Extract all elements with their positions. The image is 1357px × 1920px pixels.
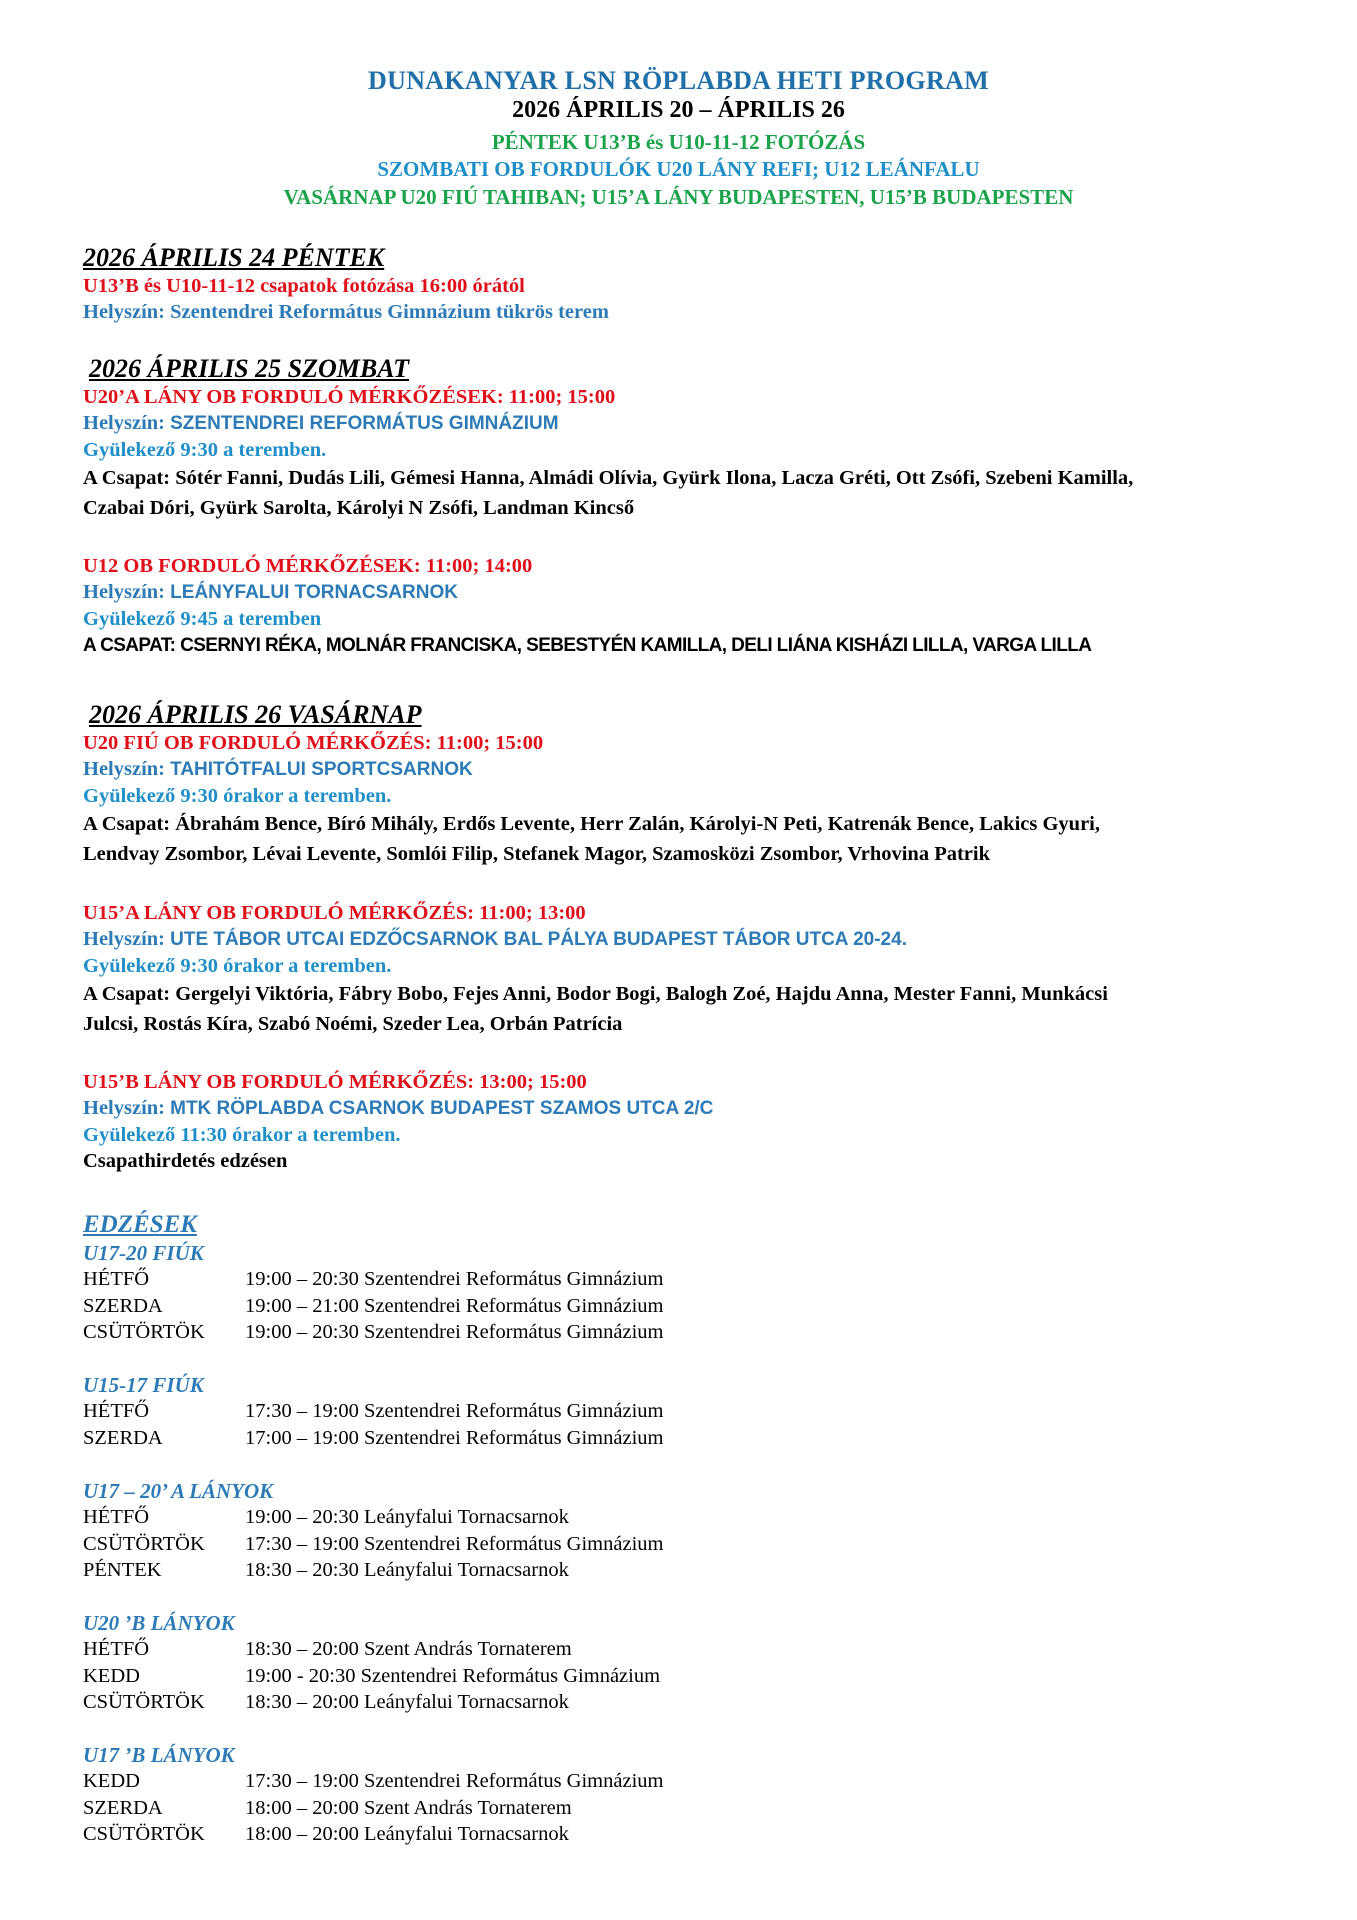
saturday-u20-meet: Gyülekező 9:30 a teremben.	[83, 439, 327, 461]
training-row: CSÜTÖRTÖK 18:30 – 20:00 Leányfalui Tornacsarnok	[83, 1691, 569, 1713]
sunday-u20fiu-block	[83, 730, 1323, 869]
training-row: KEDD 17:30 – 19:00 Szentendrei Református Gimnázium	[83, 1770, 664, 1792]
friday-location: Helyszín: Szentendrei Református Gimnázium tükrös terem	[83, 301, 609, 323]
sunday-u20fiu-team-1: A Csapat: Ábrahám Bence, Bíró Mihály, Erdős Levente, Herr Zalán, Károlyi-N Peti, Katrenák Bence, Lakics Gyuri,	[83, 813, 1100, 835]
sunday-u15a-location: Helyszín: UTE TÁBOR UTCAI EDZŐCSARNOK BAL PÁLYA BUDAPEST TÁBOR UTCA 20-24.	[83, 928, 907, 950]
training-row: CSÜTÖRTÖK 17:30 – 19:00 Szentendrei Református Gimnázium	[83, 1532, 664, 1555]
week-dates: 2026 ÁPRILIS 20 – ÁPRILIS 26	[512, 97, 845, 123]
sunday-u15a-meet: Gyülekező 9:30 órakor a teremben.	[83, 955, 392, 977]
training-row: SZERDA 17:00 – 19:00 Szentendrei Református Gimnázium	[83, 1426, 664, 1449]
training-group	[83, 1240, 1323, 1346]
saturday-u12-team: A CSAPAT: CSERNYI RÉKA, MOLNÁR FRANCISKA, SEBESTYÉN KAMILLA, DELI LIÁNA KISHÁZI LILLA, VARGA LILLA	[83, 635, 1092, 656]
training-group	[83, 1610, 1323, 1716]
sunday-u20fiu-team-2: Lendvay Zsombor, Lévai Levente, Somlói Filip, Stefanek Magor, Szamosközi Zsombor, Vrhovina Patrik	[83, 843, 990, 865]
training-row: CSÜTÖRTÖK 18:00 – 20:00 Leányfalui Tornacsarnok	[83, 1823, 569, 1845]
friday-event: U13’B és U10-11-12 csapatok fotózása 16:00 órától	[83, 275, 525, 297]
header-saturday-line: SZOMBATI OB FORDULÓK U20 LÁNY REFI; U12 LEÁNFALU	[377, 157, 980, 181]
sunday-u20fiu-meet: Gyülekező 9:30 órakor a teremben.	[83, 785, 392, 807]
sunday-heading-wrap	[89, 700, 1329, 730]
training-group-title: U17 ’B LÁNYOK	[83, 1743, 235, 1767]
training-row: HÉTFŐ 19:00 – 20:30 Leányfalui Tornacsarnok	[83, 1506, 569, 1528]
training-group-title: U17 – 20’ A LÁNYOK	[83, 1479, 274, 1503]
saturday-u20-team-1: A Csapat: Sótér Fanni, Dudás Lili, Gémesi Hanna, Almádi Olívia, Gyürk Ilona, Lacza Gréti, Ott Zsófi, Szebeni Kamilla,	[83, 467, 1134, 489]
training-row: CSÜTÖRTÖK 19:00 – 20:30 Szentendrei Református Gimnázium	[83, 1321, 664, 1343]
sunday-u15b-block	[83, 1069, 1323, 1174]
sunday-u20fiu-location: Helyszín: TAHITÓTFALUI SPORTCSARNOK	[83, 758, 473, 780]
training-row: HÉTFŐ 19:00 – 20:30 Szentendrei Református Gimnázium	[83, 1268, 664, 1290]
training-row: HÉTFŐ 18:30 – 20:00 Szent András Tornaterem	[83, 1638, 572, 1660]
training-group-title: U15-17 FIÚK	[83, 1373, 204, 1397]
sunday-u15b-team: Csapathirdetés edzésen	[83, 1150, 288, 1172]
sunday-u15b-location: Helyszín: MTK RÖPLABDA CSARNOK BUDAPEST SZAMOS UTCA 2/C	[83, 1097, 714, 1119]
saturday-u12-meet: Gyülekező 9:45 a teremben	[83, 608, 322, 630]
training-group	[83, 1742, 1323, 1848]
saturday-u20-event: U20’A LÁNY OB FORDULÓ MÉRKŐZÉSEK: 11:00; 15:00	[83, 386, 616, 408]
saturday-u12-event: U12 OB FORDULÓ MÉRKŐZÉSEK: 11:00; 14:00	[83, 555, 533, 577]
training-group-title: U20 ’B LÁNYOK	[83, 1611, 235, 1635]
header-sunday-line: VASÁRNAP U20 FIÚ TAHIBAN; U15’A LÁNY BUDAPESTEN, U15’B BUDAPESTEN	[283, 185, 1074, 209]
training-row: SZERDA 18:00 – 20:00 Szent András Tornaterem	[83, 1796, 572, 1819]
sunday-u20fiu-event: U20 FIÚ OB FORDULÓ MÉRKŐZÉS: 11:00; 15:00	[83, 732, 544, 754]
saturday-u20-team-2: Czabai Dóri, Gyürk Sarolta, Károlyi N Zsófi, Landman Kincső	[83, 497, 635, 519]
training-row: KEDD 19:00 - 20:30 Szentendrei Református Gimnázium	[83, 1664, 661, 1687]
saturday-u20-block	[83, 384, 1323, 523]
trainings-title: EDZÉSEK	[83, 1211, 197, 1238]
sunday-u15a-team-2: Julcsi, Rostás Kíra, Szabó Noémi, Szeder Lea, Orbán Patrícia	[83, 1013, 623, 1035]
training-group	[83, 1478, 1323, 1584]
sunday-heading: 2026 ÁPRILIS 26 VASÁRNAP	[89, 700, 422, 729]
sunday-u15a-event: U15’A LÁNY OB FORDULÓ MÉRKŐZÉS: 11:00; 13:00	[83, 902, 586, 924]
sunday-u15b-event: U15’B LÁNY OB FORDULÓ MÉRKŐZÉS: 13:00; 15:00	[83, 1071, 587, 1093]
training-group-title: U17-20 FIÚK	[83, 1241, 204, 1265]
training-row: HÉTFŐ 17:30 – 19:00 Szentendrei Református Gimnázium	[83, 1400, 664, 1422]
training-row: SZERDA 19:00 – 21:00 Szentendrei Református Gimnázium	[83, 1294, 664, 1317]
sunday-u15a-team-1: A Csapat: Gergelyi Viktória, Fábry Bobo, Fejes Anni, Bodor Bogi, Balogh Zoé, Hajdu Anna, Mester Fanni, Munkácsi	[83, 983, 1108, 1005]
saturday-heading: 2026 ÁPRILIS 25 SZOMBAT	[89, 354, 410, 383]
page-title: DUNAKANYAR LSN RÖPLABDA HETI PROGRAM	[368, 66, 989, 95]
friday-heading: 2026 ÁPRILIS 24 PÉNTEK	[83, 243, 385, 272]
saturday-u12-location: Helyszín: LEÁNYFALUI TORNACSARNOK	[83, 581, 458, 603]
friday-section	[83, 243, 1323, 325]
trainings-section	[83, 1210, 1323, 1240]
training-row: PÉNTEK 18:30 – 20:30 Leányfalui Tornacsarnok	[83, 1559, 569, 1581]
saturday-u12-block	[83, 553, 1323, 660]
training-group	[83, 1372, 1323, 1451]
sunday-u15a-block	[83, 900, 1323, 1039]
header-friday-line: PÉNTEK U13’B és U10-11-12 FOTÓZÁS	[491, 130, 866, 154]
saturday-heading-wrap	[89, 354, 1329, 384]
saturday-u20-location: Helyszín: SZENTENDREI REFORMÁTUS GIMNÁZIUM	[83, 412, 559, 434]
sunday-u15b-meet: Gyülekező 11:30 órakor a teremben.	[83, 1124, 401, 1146]
